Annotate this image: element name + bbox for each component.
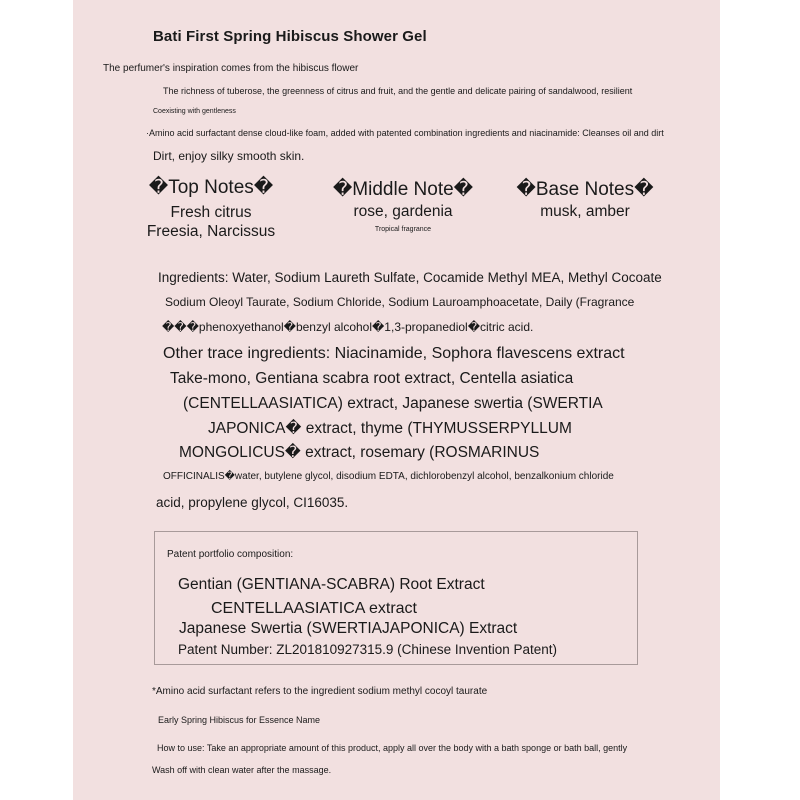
how-to-use-text: How to use: Take an appropriate amount of this product, apply all over the body with a bath sponge or bath ball, gently bbox=[157, 743, 628, 753]
middle-note-line-1: rose, gardenia bbox=[353, 203, 453, 220]
inspiration-text: The perfumer's inspiration comes from the hibiscus flower bbox=[103, 63, 359, 74]
essence-name-text: Early Spring Hibiscus for Essence Name bbox=[158, 715, 321, 725]
top-notes-heading: �Top Notes� bbox=[148, 177, 274, 198]
ingredients-line-6: (CENTELLAASIATICA) extract, Japanese swertia (SWERTIA bbox=[183, 395, 603, 412]
ingredients-line-3: ���phenoxyethanol�benzyl alcohol�1,3-propanediol�citric acid. bbox=[162, 320, 534, 334]
ingredients-line-1: Ingredients: Water, Sodium Laureth Sulfate, Cocamide Methyl MEA, Methyl Cocoate bbox=[158, 270, 662, 285]
patent-line-3: Japanese Swertia (SWERTIAJAPONICA) Extract bbox=[179, 620, 518, 637]
ingredients-line-7: JAPONICA� extract, thyme (THYMUSSERPYLLUM bbox=[208, 420, 572, 437]
ingredients-line-9: OFFICINALIS�water, butylene glycol, disodium EDTA, dichlorobenzyl alcohol, benzalkonium chloride bbox=[163, 471, 614, 482]
amino-acid-text: ·Amino acid surfactant dense cloud-like foam, added with patented combination ingredients and niacinamide: Cleanses oil and dirt bbox=[146, 128, 664, 138]
amino-acid-note: *Amino acid surfactant refers to the ingredient sodium methyl cocoyl taurate bbox=[152, 686, 488, 697]
top-notes-line-2: Freesia, Narcissus bbox=[146, 223, 276, 240]
patent-line-2: CENTELLAASIATICA extract bbox=[211, 600, 417, 617]
patent-line-1: Gentian (GENTIANA-SCABRA) Root Extract bbox=[178, 576, 485, 593]
coexisting-text: Coexisting with gentleness bbox=[153, 108, 236, 115]
ingredients-line-4: Other trace ingredients: Niacinamide, Sophora flavescens extract bbox=[163, 345, 625, 362]
smooth-skin-text: Dirt, enjoy silky smooth skin. bbox=[153, 149, 305, 163]
patent-number: Patent Number: ZL201810927315.9 (Chinese Invention Patent) bbox=[178, 642, 558, 657]
middle-note-heading: �Middle Note� bbox=[332, 179, 474, 200]
top-notes-line-1: Fresh citrus bbox=[170, 204, 252, 221]
ingredients-line-2: Sodium Oleoyl Taurate, Sodium Chloride, Sodium Lauroamphoacetate, Daily (Fragrance bbox=[165, 295, 635, 309]
ingredients-line-10: acid, propylene glycol, CI16035. bbox=[156, 495, 349, 510]
middle-note-line-2: Tropical fragrance bbox=[374, 226, 432, 233]
richness-text: The richness of tuberose, the greenness of citrus and fruit, and the gentle and delicate pairing of sandalwood, resilient bbox=[163, 86, 633, 96]
ingredients-line-8: MONGOLICUS� extract, rosemary (ROSMARINUS bbox=[179, 444, 540, 461]
base-notes-heading: �Base Notes� bbox=[516, 179, 654, 200]
base-notes-line-1: musk, amber bbox=[540, 203, 630, 220]
wash-off-text: Wash off with clean water after the massage. bbox=[152, 765, 332, 775]
patent-heading: Patent portfolio composition: bbox=[167, 549, 294, 560]
page-title: Bati First Spring Hibiscus Shower Gel bbox=[153, 28, 427, 45]
ingredients-line-5: Take-mono, Gentiana scabra root extract, Centella asiatica bbox=[170, 370, 574, 387]
